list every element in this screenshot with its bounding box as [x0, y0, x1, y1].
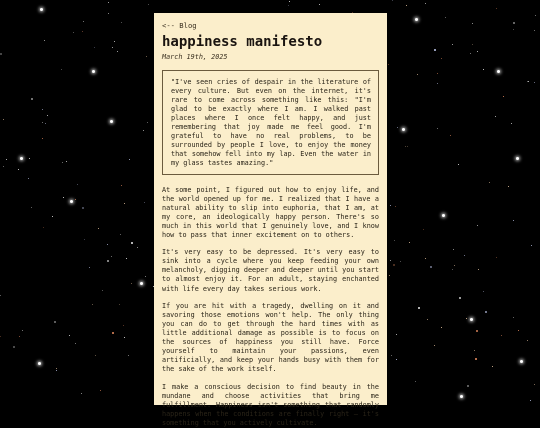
star	[100, 390, 101, 391]
star	[42, 109, 43, 110]
star	[476, 330, 478, 332]
star	[483, 291, 484, 292]
star	[477, 51, 478, 52]
star	[81, 393, 82, 394]
star	[82, 31, 83, 32]
bright-star	[497, 70, 500, 73]
star	[531, 245, 532, 246]
star	[121, 22, 122, 23]
star	[434, 345, 435, 346]
star	[43, 227, 44, 228]
star	[393, 264, 395, 266]
star	[42, 122, 43, 123]
star	[405, 146, 406, 147]
star	[407, 146, 408, 147]
star	[441, 58, 442, 59]
star	[95, 355, 96, 356]
star	[73, 32, 74, 33]
star	[391, 355, 392, 356]
star	[450, 135, 451, 136]
star	[75, 199, 76, 200]
star	[77, 184, 78, 185]
star	[528, 81, 529, 82]
star	[472, 44, 473, 45]
star	[143, 130, 144, 131]
star	[126, 258, 127, 259]
star	[54, 321, 56, 323]
star	[31, 207, 32, 208]
bright-star	[402, 128, 405, 131]
star	[417, 74, 418, 75]
star	[131, 242, 133, 244]
star	[145, 276, 146, 277]
intro-quote: "I've seen cries of despair in the literature of every culture. But even on the internet, it's rare to come across something like this: "I'm glad to be exactly where I am. I walked past places where I once felt happy, and just remembering that joy made me feel good. I'm grateful to have no real problems, to be surrounded by people I love, to enjoy the money that somehow fell into my lap. Even the water in my glass tastes amazing."	[162, 70, 379, 175]
post-paragraph-3: If you are hit with a tragedy, dwelling on it and savoring those emotions won't help. The only thing you can do to get through the hard times with as little additional damage as possible is to focus on the sources of happiness you still have. Force yourself to maintain your passions, even artificially, and keep your hands busy with them for the sake of the work itself.	[162, 302, 379, 374]
star	[117, 51, 118, 52]
star	[466, 318, 467, 319]
star	[128, 355, 129, 356]
star	[534, 30, 535, 31]
post-date: March 19th, 2025	[162, 53, 228, 61]
star	[445, 17, 446, 18]
star	[489, 182, 490, 183]
star	[28, 178, 29, 179]
star	[503, 96, 504, 97]
star	[513, 29, 514, 30]
star	[390, 205, 391, 206]
star	[513, 220, 514, 221]
star	[434, 49, 436, 51]
bright-star	[470, 318, 473, 321]
star	[437, 73, 438, 74]
star	[511, 123, 512, 124]
star	[483, 69, 484, 70]
star	[18, 169, 19, 170]
star	[508, 186, 509, 187]
star	[0, 53, 2, 55]
star	[63, 197, 64, 198]
star	[518, 330, 519, 331]
star	[124, 203, 125, 204]
star	[56, 368, 57, 369]
star	[146, 56, 147, 57]
star	[513, 22, 515, 24]
star	[289, 1, 290, 2]
star	[44, 40, 45, 41]
star	[390, 260, 391, 261]
star	[92, 304, 93, 305]
star	[418, 307, 420, 309]
star	[492, 366, 493, 367]
star	[423, 229, 424, 230]
star	[530, 400, 531, 401]
blog-post-page	[154, 13, 387, 428]
star	[19, 336, 20, 337]
star	[397, 127, 398, 128]
star	[148, 4, 149, 5]
star	[47, 115, 48, 116]
star	[102, 290, 103, 291]
star	[427, 319, 428, 320]
star	[415, 381, 416, 382]
star	[3, 119, 4, 120]
star	[119, 304, 120, 305]
star	[437, 128, 438, 129]
star	[108, 2, 109, 3]
bright-star	[520, 360, 523, 363]
post-paragraph-2: It's very easy to be depressed. It's very easy to sink into a cycle where you keep feeding your own melancholy, digging deeper and deeper until you start to almost enjoy it. For an adult, staying enchanted with life every day takes serious work.	[162, 248, 379, 293]
star	[147, 122, 148, 123]
star	[392, 0, 393, 1]
star	[474, 350, 475, 351]
star	[437, 83, 438, 84]
star	[29, 158, 30, 159]
star	[458, 164, 459, 165]
star	[485, 311, 487, 313]
star	[496, 257, 497, 258]
bright-star	[110, 120, 113, 123]
star	[3, 166, 4, 167]
star	[452, 269, 453, 270]
star	[112, 332, 114, 334]
star	[123, 325, 124, 326]
star	[75, 343, 76, 344]
star	[42, 138, 43, 139]
bright-star	[415, 18, 418, 21]
star	[107, 260, 109, 262]
star	[496, 8, 497, 9]
star	[121, 185, 122, 186]
star	[124, 337, 125, 338]
bright-star	[516, 157, 519, 160]
star	[425, 3, 426, 4]
star	[395, 206, 396, 207]
star	[388, 64, 389, 65]
star	[441, 327, 442, 328]
star	[82, 207, 84, 209]
star	[478, 269, 479, 270]
star	[452, 44, 453, 45]
star	[319, 4, 320, 5]
post-paragraph-1: At some point, I figured out how to enjoy life, and the world opened up for me. I realized that I have a natural ability to slip into euphoria, that I am, at my core, an ideologically happy person. There's so much in this world that I genuinely love, and I know how to pass that inner excitement on to others.	[162, 185, 379, 239]
bright-star	[20, 157, 23, 160]
star	[69, 335, 70, 336]
star	[114, 41, 115, 42]
star	[534, 82, 535, 83]
star	[6, 159, 7, 160]
post-title: happiness manifesto	[162, 34, 323, 50]
star	[56, 370, 57, 371]
star	[501, 335, 502, 336]
star	[396, 359, 397, 360]
bright-star	[70, 200, 73, 203]
bright-star	[38, 362, 41, 365]
star	[144, 202, 145, 203]
star	[453, 249, 454, 250]
star	[425, 258, 426, 259]
star	[470, 53, 471, 54]
star	[22, 330, 23, 331]
star	[13, 346, 15, 348]
star	[396, 334, 397, 335]
star	[513, 317, 514, 318]
star	[459, 297, 461, 299]
star	[454, 265, 455, 266]
star	[534, 384, 535, 385]
star	[467, 385, 469, 387]
star	[112, 47, 113, 48]
star	[137, 247, 138, 248]
star	[527, 340, 528, 341]
star	[31, 98, 33, 100]
bright-star	[92, 70, 95, 73]
star	[0, 295, 1, 296]
star	[98, 228, 99, 229]
bright-star	[460, 395, 463, 398]
star	[495, 116, 496, 117]
star	[464, 255, 465, 256]
star	[45, 123, 46, 124]
star	[62, 162, 63, 163]
star	[406, 5, 407, 6]
star	[131, 283, 132, 284]
star	[120, 234, 121, 235]
star	[52, 216, 53, 217]
star	[430, 266, 432, 268]
star	[0, 336, 1, 337]
star	[111, 256, 112, 257]
star	[389, 275, 390, 276]
star	[107, 244, 108, 245]
star	[475, 358, 477, 360]
star	[409, 242, 410, 243]
star	[400, 261, 401, 262]
star	[66, 161, 67, 162]
bright-star	[140, 282, 143, 285]
star	[84, 239, 85, 240]
bright-star	[40, 8, 43, 11]
star	[83, 21, 84, 22]
star	[129, 159, 130, 160]
star	[394, 240, 395, 241]
post-paragraph-4: I make a conscious decision to find beauty in the mundane and choose activities that bring me fulfillment. Happiness isn't something that randomly happens when the conditions are finally right — it's something that you actively cultivate.	[162, 382, 379, 428]
back-to-blog-link[interactable]: <-- Blog	[162, 21, 197, 30]
star	[472, 23, 473, 24]
star	[477, 225, 478, 226]
star	[535, 15, 536, 16]
star	[288, 5, 289, 6]
star	[94, 47, 95, 48]
star	[89, 267, 90, 268]
star	[108, 13, 109, 14]
bright-star	[442, 214, 445, 217]
star	[61, 69, 62, 70]
